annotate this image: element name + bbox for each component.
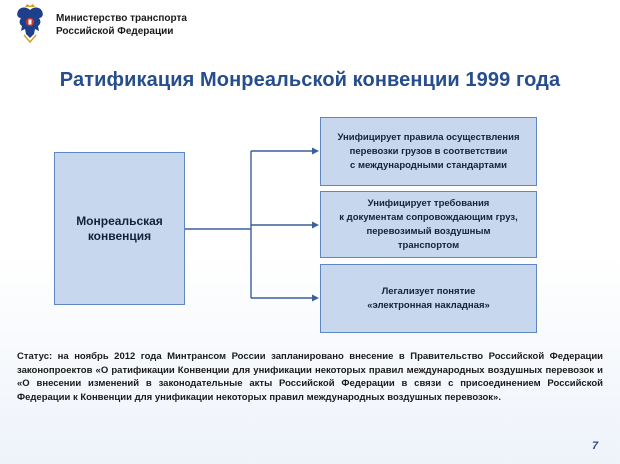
status-paragraph: Статус: на ноябрь 2012 года Минтрансом России запланировано внесение в Правительство Российской Федерации законопроектов «О ратификации Конвенции для унификации некоторых правил международных воздушных перевозок и «О внесении изменений в законодательные акты Российской Федерации в связи с присоединением Российской Федерации к Конвенции для унификации некоторых правил международных воздушных перевозок». <box>17 351 603 403</box>
effect-2-line-3: перевозимый воздушным <box>366 225 491 237</box>
page-number: 7 <box>592 440 599 452</box>
effect-box-2 <box>320 191 537 258</box>
effect-2-line-4: транспортом <box>397 239 460 251</box>
effect-3-line-1: Легализует понятие <box>381 285 476 297</box>
convention-box-line-1: Монреальская <box>76 213 163 228</box>
convention-box-line-2: конвенция <box>87 228 152 243</box>
effect-2-line-2: к документам сопровождающим груз, <box>339 211 518 223</box>
effect-1-line-2: перевозки грузов в соответствии <box>349 145 508 157</box>
slide-title: Ратификация Монреальской конвенции 1999 года <box>59 69 561 91</box>
connector-arrowhead-1 <box>312 148 319 155</box>
effect-1-line-3: с международными стандартами <box>350 159 507 171</box>
effect-box-1 <box>320 117 537 186</box>
effect-3-line-2: «электронная накладная» <box>367 299 490 311</box>
ministry-line-2: Российской Федерации <box>56 26 174 37</box>
connector-arrowhead-3 <box>312 295 319 302</box>
effect-1-line-1: Унифицирует правила осуществления <box>337 131 520 143</box>
effect-box-3 <box>320 264 537 333</box>
connector-arrowhead-2 <box>312 222 319 229</box>
effect-2-line-1: Унифицирует требования <box>367 197 490 209</box>
ministry-line-1: Министерство транспорта <box>56 13 187 24</box>
